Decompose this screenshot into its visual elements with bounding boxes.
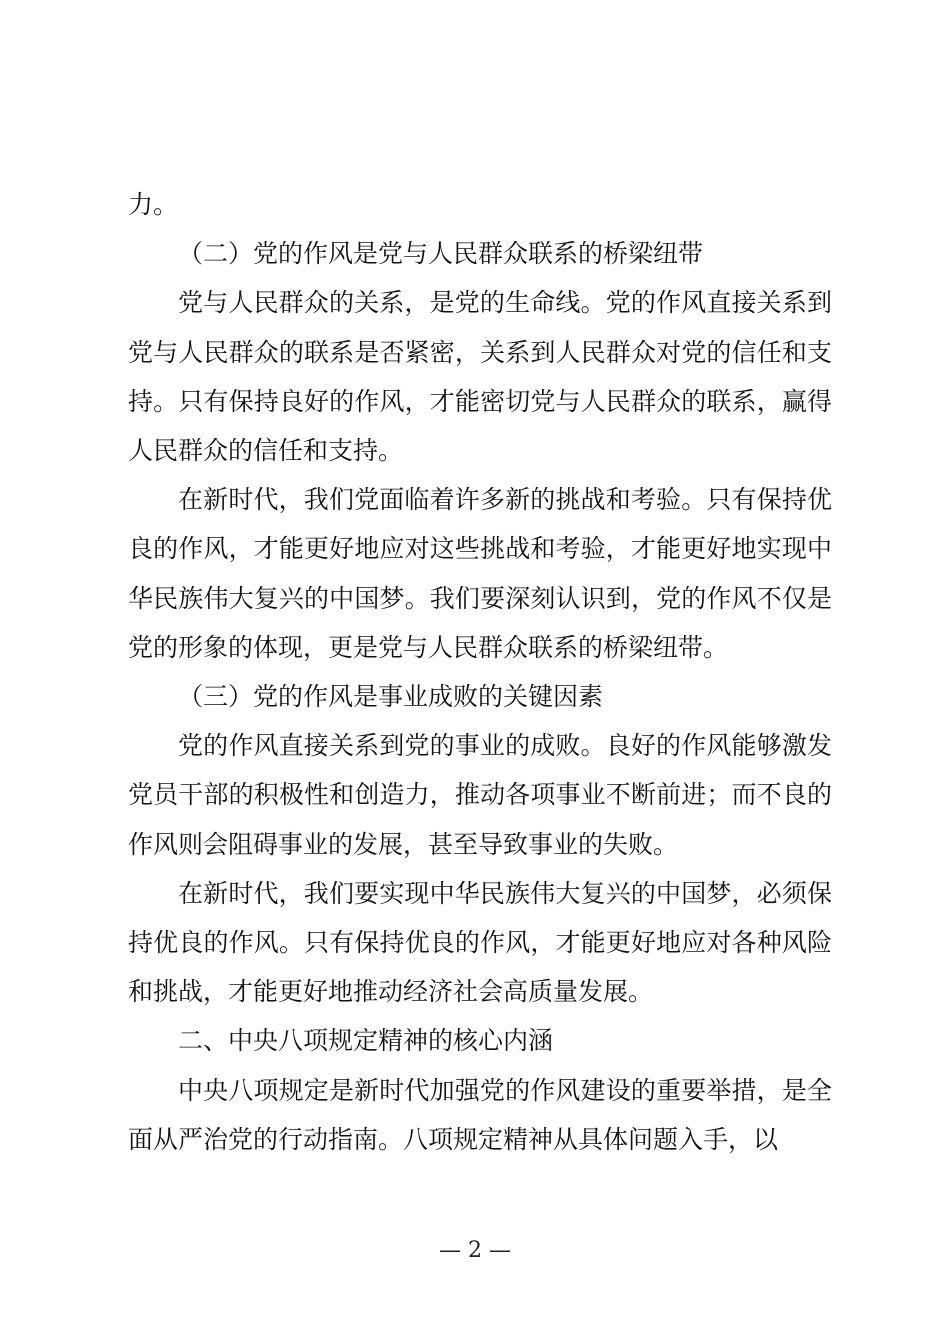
body-paragraph: 党的作风直接关系到党的事业的成败。良好的作风能够激发党员干部的积极性和创造力，推动各项事业不断前进；而不良的作风则会阻碍事业的发展，甚至导致事业的失败。 — [128, 731, 832, 859]
body-paragraph: 党与人民群众的关系，是党的生命线。党的作风直接关系到党与人民群众的联系是否紧密，关系到人民群众对党的信任和支持。只有保持良好的作风，才能密切党与人民群众的联系，赢得人民群众的信任和支持。 — [128, 288, 832, 466]
document-body — [128, 180, 832, 1164]
chapter-heading: 二、中央八项规定精神的核心内涵 — [178, 1026, 554, 1056]
body-paragraph: 在新时代，我们要实现中华民族伟大复兴的中国梦，必须保持优良的作风。只有保持优良的作风，才能更好地应对各种风险和挑战，才能更好地推动经济社会高质量发展。 — [128, 878, 832, 1007]
section-heading-2: （二）党的作风是党与人民群众联系的桥梁纽带 — [178, 239, 704, 269]
section-heading-3: （三）党的作风是事业成败的关键因素 — [178, 682, 604, 712]
body-paragraph: 中央八项规定是新时代加强党的作风建设的重要举措，是全面从严治党的行动指南。八项规定精神从具体问题入手，以 — [128, 1075, 832, 1154]
paragraph-continuation: 力。 — [128, 190, 179, 219]
page-number: — 2 — — [439, 1238, 511, 1263]
body-paragraph: 在新时代，我们党面临着许多新的挑战和考验。只有保持优良的作风，才能更好地应对这些挑战和考验，才能更好地实现中华民族伟大复兴的中国梦。我们要深刻认识到，党的作风不仅是党的形象的体现，更是党与人民群众联系的桥梁纽带。 — [128, 485, 832, 662]
